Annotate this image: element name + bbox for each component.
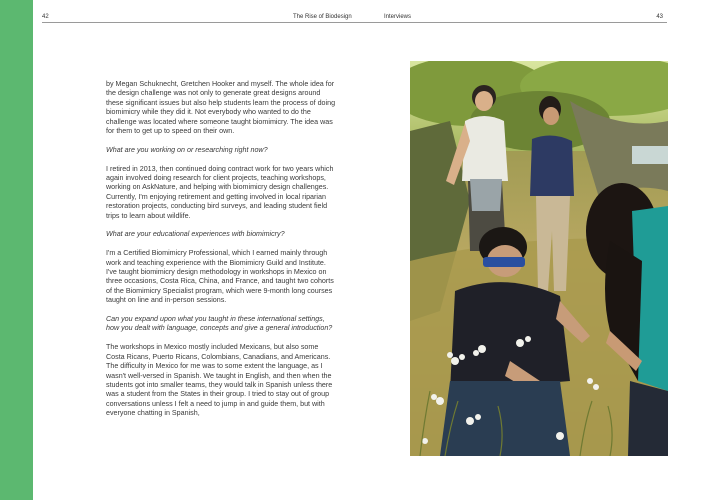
book-title: The Rise of Biodesign bbox=[293, 14, 352, 20]
interview-question: What are your educational experiences with biomimicry? bbox=[106, 230, 285, 239]
paragraph: The workshops in Mexico mostly included Mexicans, but also some Costa Ricans, Puerto Ricans, Colombians, Canadians, and Americans. The difficulty in Mexico for me was to some extent the language, as I wasn't well-versed in Spanish. We taught in English, and then when the students got into smaller teams, they would talk in Spanish unless there was a student from the States in their group. I tried to stay out of group conversations unless I felt a need to jump in and guide them, but with everyone chatting in Spanish, bbox=[106, 343, 333, 418]
book-spread bbox=[33, 0, 709, 500]
header-rule bbox=[42, 22, 667, 23]
interview-question: What are you working on or researching right now? bbox=[106, 145, 268, 154]
paragraph: by Megan Schuknecht, Gretchen Hooker and myself. The whole idea for the design challenge was not only to generate great designs around these significant issues but also help students learn the process of doing biomimicry while they did it. Not everybody who wanted to do the challenge was located where someone taught biomimicry. The idea was for them to get up to speed on their own. bbox=[106, 80, 336, 136]
green-accent-strip bbox=[0, 0, 33, 500]
running-header bbox=[42, 13, 667, 23]
interview-question: Can you expand upon what you taught in these international settings, how you dealt with language, concepts and give a general introduction? bbox=[106, 315, 333, 333]
article-body bbox=[106, 80, 336, 428]
right-page-number: 43 bbox=[656, 14, 663, 20]
left-page-number: 42 bbox=[42, 14, 49, 20]
field-trip-photo bbox=[410, 61, 668, 456]
section-title: Interviews bbox=[384, 14, 412, 20]
paragraph: I retired in 2013, then continued doing contract work for two years which again involved doing research for client projects, teaching workshops, working on AskNature, and helping with biomimicry design challenges. Currently, I'm enjoying retirement and getting involved in local riparian restoration projects, conducting bird surveys, and leading student field trips to learn about wildlife. bbox=[106, 164, 334, 220]
paragraph: I'm a Certified Biomimicry Professional, which I earned mainly through work and teaching experience with the Biomimicry Guild and Institute. I've taught biomimicry design methodology in workshops in Mexico on three occasions, Costa Rica, China, and France, and taught two cohorts of the Biomimicry Specialist program, which were 9-month long courses taught on line and in-person sessions. bbox=[106, 249, 334, 305]
